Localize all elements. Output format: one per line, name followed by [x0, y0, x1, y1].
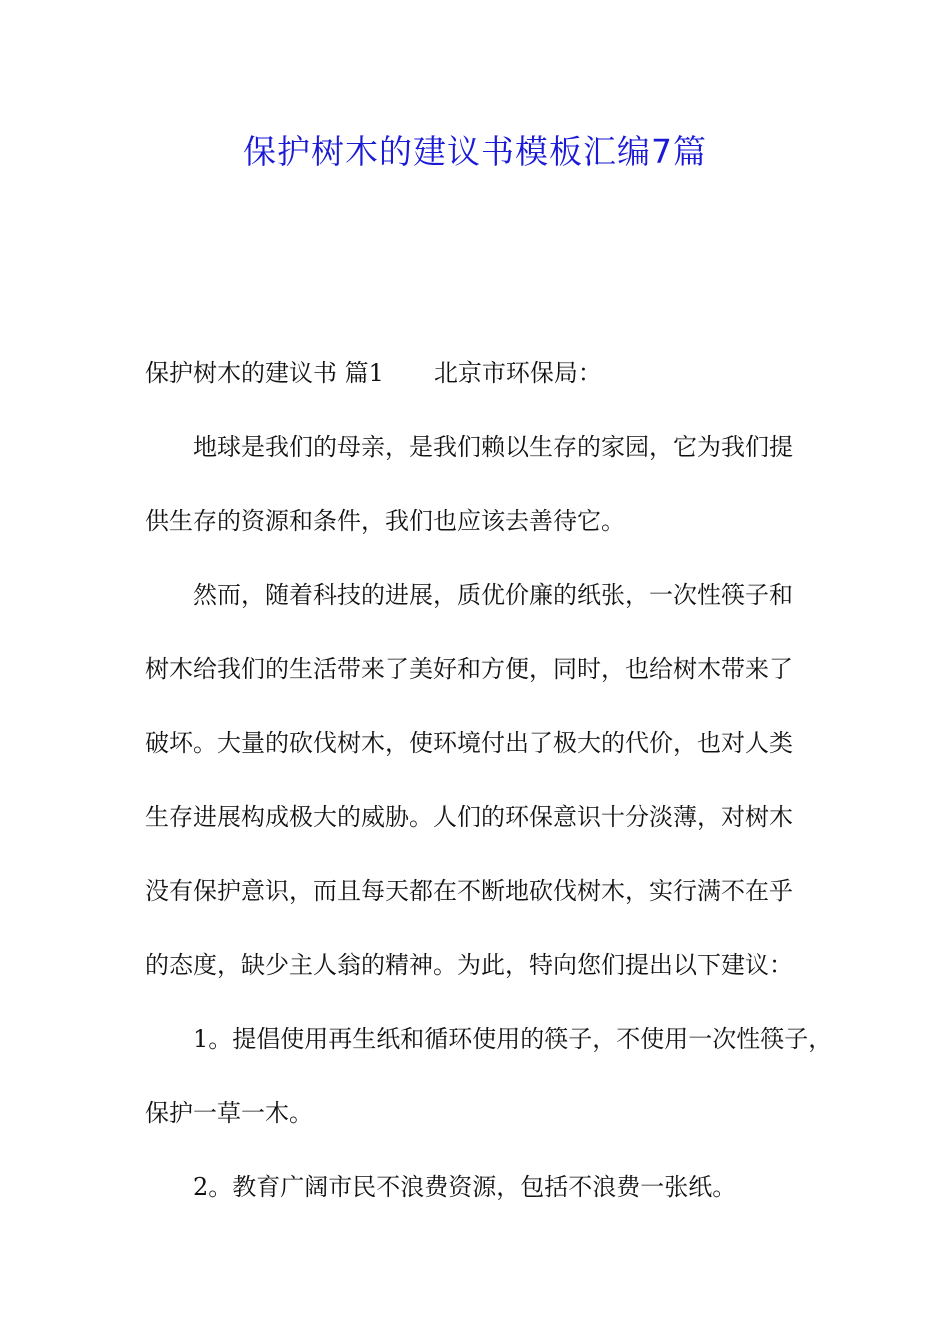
- paragraph-line: 地球是我们的母亲，是我们赖以生存的家园，它为我们提: [193, 433, 793, 461]
- paragraph-line: 树木给我们的生活带来了美好和方便，同时，也给树木带来了: [145, 655, 793, 683]
- document-body: [145, 336, 833, 1224]
- document-title: 保护树木的建议书模板汇编7篇: [243, 132, 707, 171]
- paragraph-line: 供生存的资源和条件，我们也应该去善待它。: [145, 507, 625, 535]
- list-item-line: 2。教育广阔市民不浪费资源，包括不浪费一张纸。: [193, 1173, 737, 1201]
- paragraph-line: 的态度，缺少主人翁的精神。为此，特向您们提出以下建议：: [145, 951, 793, 979]
- paragraph-line: 破坏。大量的砍伐树木，使环境付出了极大的代价，也对人类: [145, 729, 793, 757]
- list-item-line: 1。提倡使用再生纸和循环使用的筷子，不使用一次性筷子，: [193, 1025, 833, 1053]
- section-heading: 保护树木的建议书 篇1: [145, 359, 384, 387]
- recipient: 北京市环保局：: [433, 359, 602, 387]
- section-heading-line: [145, 336, 810, 410]
- paragraph-line: 没有保护意识，而且每天都在不断地砍伐树木，实行满不在乎: [145, 877, 793, 905]
- paragraph-line: 生存进展构成极大的威胁。人们的环保意识十分淡薄，对树木: [145, 803, 793, 831]
- paragraph-line: 然而，随着科技的进展，质优价廉的纸张，一次性筷子和: [193, 581, 793, 609]
- list-item-line: 保护一草一木。: [145, 1099, 313, 1127]
